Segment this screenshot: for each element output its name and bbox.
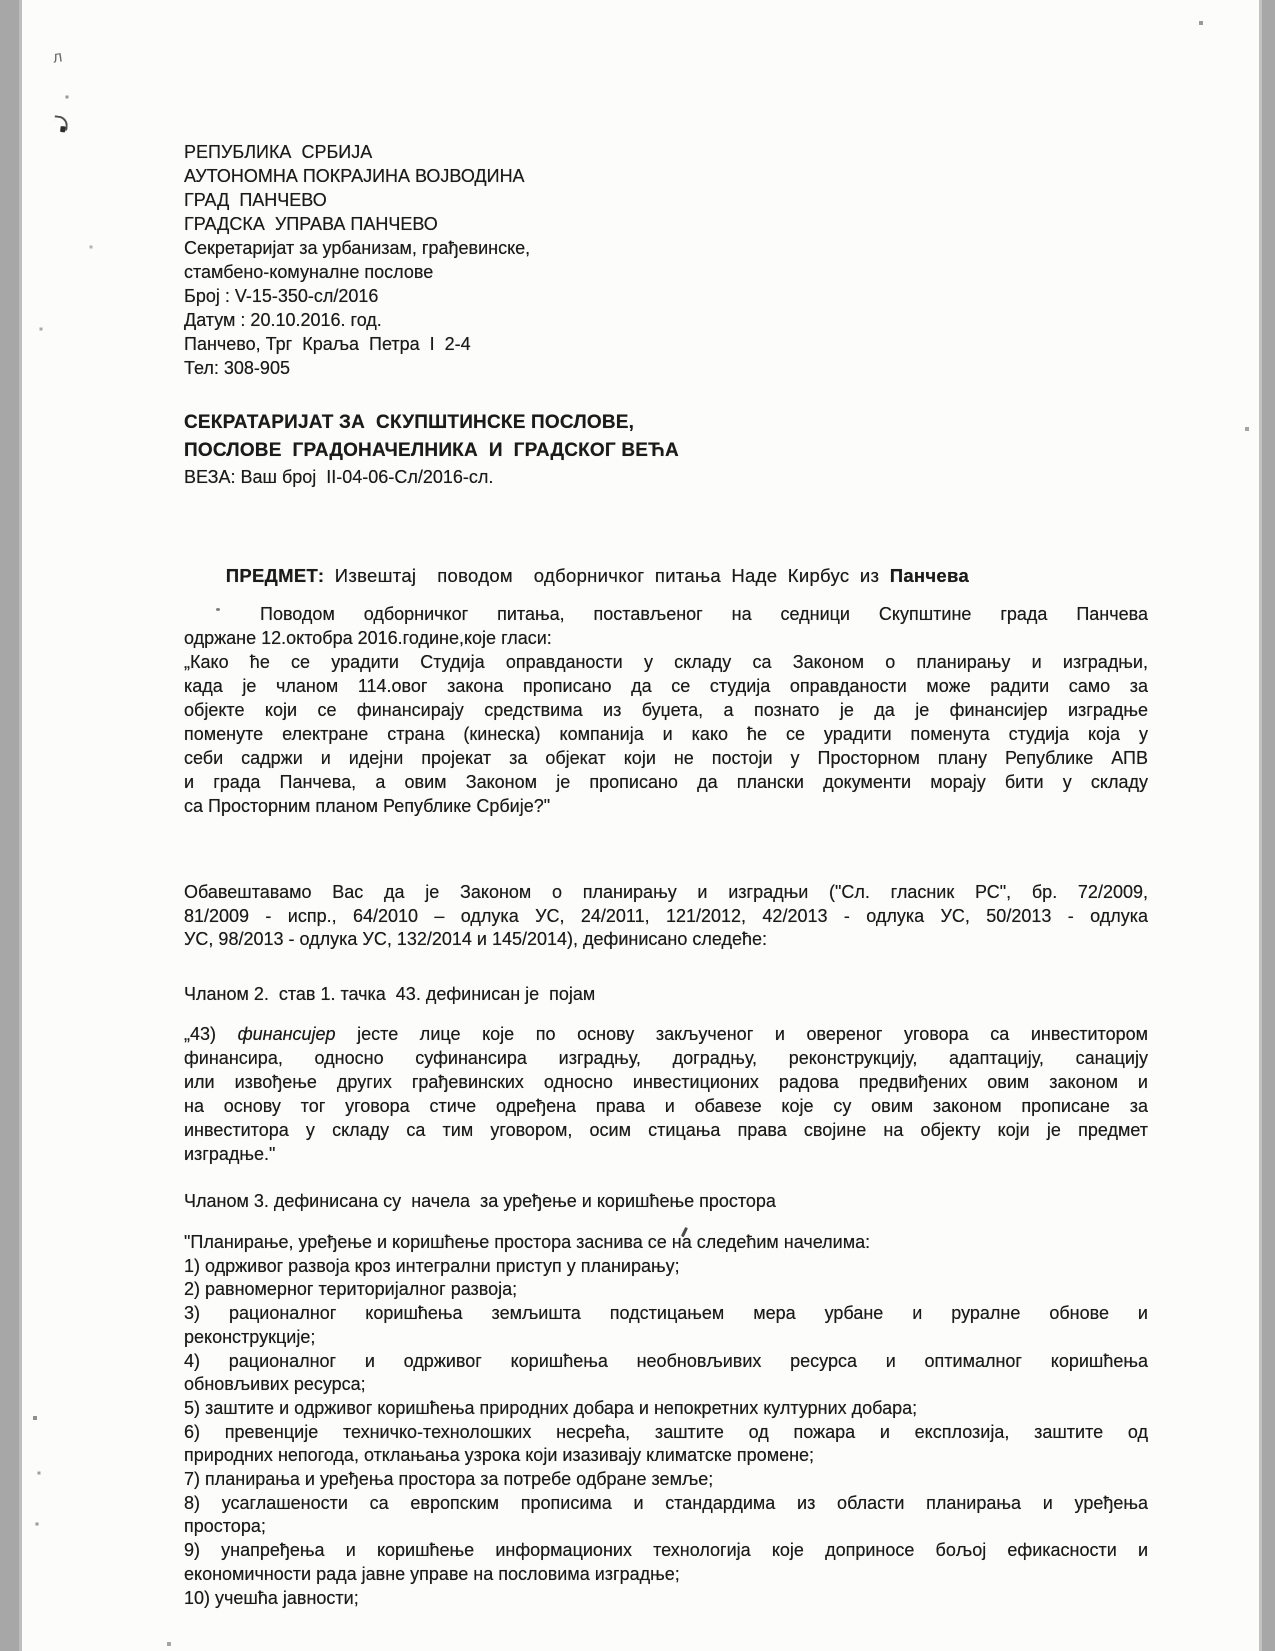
principle-item-line: 4) рационалног и одрживог коришћења необновљивих ресурса и оптималног коришћења — [184, 1350, 1148, 1371]
principle-item-line: простора; — [184, 1516, 266, 1537]
subject-emphasis: Панчева — [889, 565, 970, 586]
principle-item-line: реконструкције; — [184, 1326, 316, 1347]
intro-line: Поводом одборничког питања, постављеног на седници Скупштине града Панчева — [260, 604, 1148, 624]
sender-case-number-line: Број : V-15-350-сл/2016 — [184, 286, 379, 306]
notice-line: 81/2009 - испр., 64/2010 – одлука УС, 24/2011, 121/2012, 42/2013 - одлука УС, 50/2013 - одлука — [184, 905, 1148, 926]
notice-paragraph — [184, 881, 1148, 952]
principle-item-line: 2) равномерног територијалног развоја; — [184, 1279, 518, 1300]
question-line: када је чланом 114.овог закона прописано да се студија оправданости може радити само за — [184, 676, 1148, 696]
intro-line: одржане 12.октобра 2016.године,које гласи: — [184, 628, 552, 648]
definition-line: инвеститора у складу са тим уговором, осим стицања права својине на објекту који је предмет — [184, 1120, 1148, 1140]
intro-paragraph — [184, 602, 1148, 650]
question-line: са Просторним планом Републике Србије?" — [184, 796, 551, 816]
councilor-question-quote — [184, 650, 1148, 818]
scan-artifact-glyph: л — [51, 48, 64, 67]
sender-address-line: Панчево, Трг Краља Петра I 2-4 — [184, 334, 471, 354]
principle-item-line: природних непогода, отклањања узрока који изазивају климатске промене; — [184, 1445, 815, 1466]
question-line: поменуте електране страна (кинеска) компанија и како ће се урадити поменута студија која у — [184, 724, 1148, 744]
definition-line: или извођење других грађевинских односно инвестиционих радова предвиђених овим законом и — [184, 1072, 1148, 1092]
sender-city-line: ГРАД ПАНЧЕВО — [184, 190, 327, 210]
definition-term: финансијер — [237, 1024, 336, 1044]
definition-line: изградње." — [184, 1144, 276, 1164]
scan-noise-specks — [0, 0, 2, 2]
definition-line: на основу тог уговора стиче одређена права и обавезе које су овим законом прописане за — [184, 1096, 1148, 1116]
definition-line — [184, 1022, 1148, 1046]
scan-edge-left — [0, 0, 26, 1651]
notice-line: УС, 98/2013 - одлука УС, 132/2014 и 145/2014), дефинисано следеће: — [184, 929, 768, 949]
principle-item-line: обновљивих ресурса; — [184, 1374, 366, 1395]
principle-item-line: 8) усаглашености са европским прописима и стандардима из области планирања и уређења — [184, 1492, 1148, 1513]
principle-item-line: 7) планирања и уређења простора за потребе одбране земље; — [184, 1469, 714, 1490]
notice-line: Обавештавамо Вас да је Законом о планирању и изградњи ("Сл. гласник РС", бр. 72/2009, — [184, 882, 1148, 902]
principle-item-line: 9) унапређења и коришћење информационих технологија које доприносе бољој ефикасности и — [184, 1540, 1148, 1561]
clause-2-heading: Чланом 2. став 1. тачка 43. дефинисан је појам — [184, 984, 596, 1004]
recipient-title-line-1: СЕКРАТАРИЈАТ ЗА СКУПШТИНСКЕ ПОСЛОВЕ, — [184, 412, 635, 433]
principles-list — [184, 1231, 1148, 1610]
principle-item-line: економичности рада јавне управе на пословима изградње; — [184, 1563, 680, 1584]
clause-3-heading: Чланом 3. дефинисана су начела за уређење и коришћење простора — [184, 1191, 776, 1211]
definition-open-quote: „43) — [184, 1024, 217, 1044]
sender-secretariat-line-2: стамбено-комуналне послове — [184, 262, 434, 282]
question-line: „Како ће се урадити Студија оправданости у складу са Законом о планирању и изградњи, — [184, 652, 1148, 672]
scan-edge-right — [1257, 0, 1275, 1651]
recipient-title-line-2: ПОСЛОВЕ ГРАДОНАЧЕЛНИКА И ГРАДСКОГ ВЕЋА — [184, 439, 679, 461]
principle-item-line: 6) превенције техничко-технолошких несрећа, заштите од пожара и експлозија, заштите од — [184, 1421, 1148, 1442]
sender-block — [184, 140, 1148, 380]
reference-line: ВЕЗА: Ваш број II-04-06-Сл/2016-сл. — [184, 467, 494, 487]
question-line: објекте који се финансирају средствима из буџета, а познато је да је финансијер изградње — [184, 700, 1148, 720]
sender-province-line: АУТОНОМНА ПОКРАЈИНА ВОЈВОДИНА — [184, 166, 525, 186]
principle-item-line: 5) заштите и одрживог коришћења природних добара и непокретних културних добара; — [184, 1397, 918, 1418]
subject-label: ПРЕДМЕТ: — [225, 565, 325, 586]
scan-artifact-hook — [53, 115, 68, 130]
principle-item-line: 3) рационалног коришћења земљишта подстицањем мера урбане и руралне обнове и — [184, 1303, 1148, 1324]
principle-item-line: 1) одрживог развоја кроз интегрални приступ у планирању; — [184, 1255, 680, 1276]
sender-phone-line: Тел: 308-905 — [184, 358, 290, 378]
principle-item-line: 10) учешћа јавности; — [184, 1587, 359, 1608]
sender-date-line: Датум : 20.10.2016. год. — [184, 310, 382, 330]
recipient-block — [184, 409, 1148, 492]
subject-text: Извештај поводом одборничког питања Наде Кирбус из — [324, 565, 890, 586]
question-line: себи садржи и идејни пројекат за објекат који не постоји у Просторном плану Републике АПВ — [184, 748, 1148, 768]
question-line: и града Панчева, а овим Законом је прописано да плански документи морају бити у складу — [184, 772, 1148, 792]
sender-country-line: РЕПУБЛИКА СРБИЈА — [184, 142, 373, 162]
definition-line: финансира, односно суфинансира изградњу, доградњу, реконструкцију, адаптацију, санацију — [184, 1048, 1148, 1068]
definition-paragraph — [184, 1022, 1148, 1166]
sender-administration-line: ГРАДСКА УПРАВА ПАНЧЕВО — [184, 214, 438, 234]
principles-intro-line: "Планирање, уређење и коришћење простора заснива се на следећим начелима: — [184, 1232, 871, 1252]
definition-line-rest: јесте лице које по основу закљученог и овереног уговора са инвеститором — [357, 1024, 1148, 1044]
sender-secretariat-line-1: Секретаријат за урбанизам, грађевинске, — [184, 238, 531, 258]
